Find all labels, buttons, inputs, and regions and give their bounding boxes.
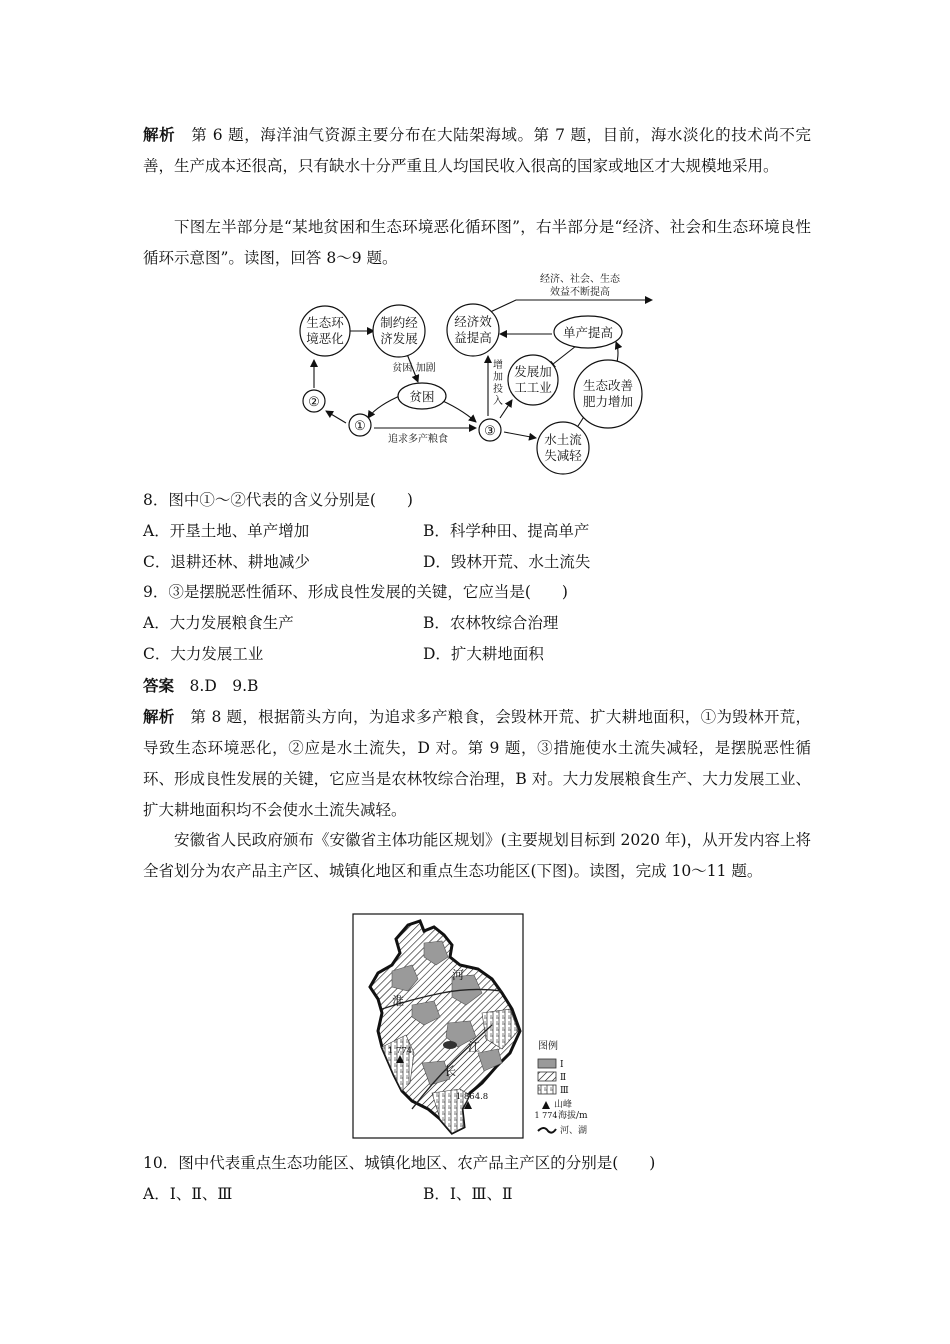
question-10-options-row-1 bbox=[143, 1179, 811, 1210]
label-eco-improve-1: 生态改善 bbox=[582, 378, 634, 393]
label-poverty: 贫困 bbox=[409, 389, 435, 404]
option-8c[interactable]: C．退耕还林、耕地减少 bbox=[143, 553, 310, 571]
legend-title: 图例 bbox=[538, 1041, 558, 1052]
arrow-econ-to-benefit bbox=[486, 300, 652, 314]
legend-river-label: 河、湖 bbox=[560, 1126, 588, 1136]
label-he: 河 bbox=[451, 968, 465, 982]
legend-swatch-2 bbox=[538, 1072, 556, 1081]
legend-label-1: Ⅰ bbox=[560, 1060, 564, 1070]
label-more-grain: 追求多产粮食 bbox=[388, 434, 448, 445]
label-econ-2: 益提高 bbox=[454, 330, 492, 345]
label-ecology-worse-1: 生态环 bbox=[306, 315, 344, 330]
option-8d[interactable]: D．毁林开荒、水土流失 bbox=[423, 553, 591, 571]
option-9b[interactable]: B．农林牧综合治理 bbox=[423, 614, 559, 632]
label-poverty-worse: 贫困 加剧 bbox=[392, 363, 436, 374]
legend-swatch-3 bbox=[538, 1085, 556, 1094]
option-8b[interactable]: B．科学种田、提高单产 bbox=[423, 522, 590, 540]
legend-river-icon bbox=[538, 1128, 556, 1133]
legend-label-3: Ⅲ bbox=[560, 1086, 569, 1096]
chaohu-lake bbox=[443, 1041, 457, 1049]
intro-paragraph-10-11: 安徽省人民政府颁布《安徽省主体功能区规划》(主要规划目标到 2020 年)，从开发内容上将全省划分为农产品主产区、城镇化地区和重点生态功能区(下图)。读图，完成 10～11 题。 bbox=[143, 831, 811, 880]
question-8-stem: 8．图中①～②代表的含义分别是( ) bbox=[143, 491, 413, 509]
question-9-options-row-2 bbox=[143, 639, 811, 670]
option-9d[interactable]: D．扩大耕地面积 bbox=[423, 645, 544, 663]
answer-label: 答案 bbox=[143, 676, 175, 695]
intro-paragraph-8-9: 下图左半部分是“某地贫困和生态环境恶化循环图”，右半部分是“经济、社会和生态环境良性循环示意图”。读图，回答 8～9 题。 bbox=[143, 218, 811, 267]
answer-line bbox=[143, 670, 811, 701]
question-8-options-row-1 bbox=[143, 516, 811, 547]
legend-peak-value: 1 774 bbox=[534, 1111, 558, 1120]
label-unit-yield: 单产提高 bbox=[562, 325, 614, 340]
label-soil-2: 失减轻 bbox=[544, 448, 582, 463]
label-peak-1774: 1 774 bbox=[387, 1046, 413, 1056]
label-ecology-worse-2: 境恶化 bbox=[306, 331, 344, 346]
label-eco-improve-2: 肥力增加 bbox=[582, 394, 634, 409]
legend-peak-label: 山峰 bbox=[554, 1100, 573, 1110]
legend-label-2: Ⅱ bbox=[560, 1073, 567, 1083]
analysis-label-2: 解析 bbox=[143, 707, 175, 726]
question-10-stem: 10．图中代表重点生态功能区、城镇化地区、农产品主产区的分别是( ) bbox=[143, 1154, 656, 1172]
answer-text: 8.D 9.B bbox=[189, 677, 259, 695]
label-chang: 长 bbox=[443, 1064, 457, 1078]
label-benefit-2: 效益不断提高 bbox=[550, 287, 610, 298]
legend-swatch-1 bbox=[538, 1059, 556, 1068]
analysis-label: 解析 bbox=[143, 125, 176, 144]
option-8a[interactable]: A．开垦土地、单产增加 bbox=[143, 522, 310, 540]
label-soil-1: 水土流 bbox=[544, 432, 582, 447]
analysis-paragraph-1 bbox=[143, 119, 811, 182]
label-invest-1: 增 bbox=[493, 360, 503, 371]
option-10b[interactable]: B．Ⅰ、Ⅲ、Ⅱ bbox=[423, 1185, 513, 1203]
label-restrict-1: 制约经 bbox=[380, 315, 418, 330]
option-10a[interactable]: A．Ⅰ、Ⅱ、Ⅲ bbox=[143, 1185, 233, 1203]
label-processing-2: 工工业 bbox=[514, 380, 552, 395]
label-invest-4: 入 bbox=[493, 396, 503, 407]
label-econ-1: 经济效 bbox=[454, 314, 492, 329]
label-invest-2: 加 bbox=[493, 372, 503, 383]
arrow-3-to-soil bbox=[504, 432, 536, 438]
legend-peak-icon bbox=[542, 1101, 550, 1109]
label-huai: 淮 bbox=[391, 994, 405, 1008]
legend-altitude-label: 海拔/m bbox=[558, 1111, 588, 1121]
anhui-map bbox=[352, 913, 602, 1143]
arrow-1-to-2 bbox=[326, 411, 346, 423]
map-legend bbox=[535, 1039, 588, 1136]
analysis-text: 第 6 题，海洋油气资源主要分布在大陆架海域。第 7 题，目前，海水淡化的技术尚不完善，生产成本还很高，只有缺水十分严重且人均国民收入很高的国家或地区才大规模地采用。 bbox=[143, 126, 811, 175]
label-jiang: 江 bbox=[467, 1040, 481, 1054]
option-9a[interactable]: A．大力发展粮食生产 bbox=[143, 614, 294, 632]
option-9c[interactable]: C．大力发展工业 bbox=[143, 645, 264, 663]
label-peak-1864: 1 864.8 bbox=[455, 1092, 489, 1102]
label-circle-2: ② bbox=[308, 395, 320, 410]
label-processing-1: 发展加 bbox=[514, 364, 552, 379]
label-circle-1: ① bbox=[354, 419, 366, 434]
analysis-text-2: 第 8 题，根据箭头方向，为追求多产粮食，会毁林开荒、扩大耕地面积，①为毁林开荒，导致生态环境恶化，②应是水土流失，D 对。第 9 题，③措施使水土流失减轻，是摆脱恶性循环、形成良性发展的关键，它应当是农林牧综合治理，B 对。大力发展粮食生产、大力发展工业、扩大耕地面积均不会使水土流失减轻。 bbox=[143, 708, 811, 819]
analysis-paragraph-2 bbox=[143, 701, 811, 826]
label-invest-3: 投 bbox=[493, 384, 503, 395]
cycle-diagram bbox=[290, 268, 670, 480]
question-9-options-row-1 bbox=[143, 608, 811, 639]
label-benefit-1: 经济、社会、生态 bbox=[540, 274, 620, 285]
label-circle-3: ③ bbox=[484, 424, 496, 439]
label-restrict-2: 济发展 bbox=[380, 331, 418, 346]
question-9-stem: 9．③是摆脱恶性循环、形成良性发展的关键，它应当是( ) bbox=[143, 583, 568, 601]
question-8-options-row-2 bbox=[143, 547, 811, 578]
